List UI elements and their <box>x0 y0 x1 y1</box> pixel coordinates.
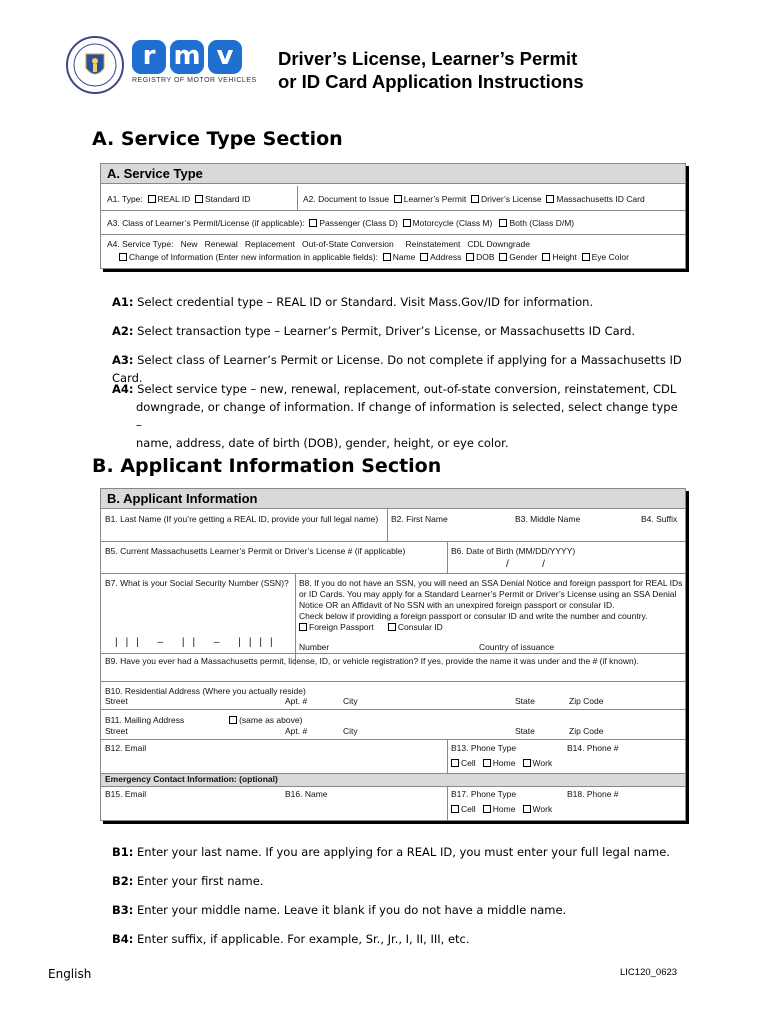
title-line-1: Driver’s License, Learner’s Permit <box>278 48 578 69</box>
checkbox <box>403 219 411 227</box>
form-b8-line-1: B8. If you do not have an SSN, you will need an SSA Denial Notice and foreign passport for REAL IDs <box>299 578 683 588</box>
checkbox <box>523 805 531 813</box>
form-a4-change-opt: Address <box>430 252 462 262</box>
divider <box>101 709 685 710</box>
form-b6: B6. Date of Birth (MM/DD/YYYY) <box>451 546 576 556</box>
checkbox <box>483 805 491 813</box>
checkbox <box>546 195 554 203</box>
instruction-b4 <box>112 930 682 948</box>
form-a2-label: A2. Document to Issue <box>303 194 389 204</box>
form-a2-opt: Driver’s License <box>481 194 542 204</box>
checkbox <box>394 195 402 203</box>
checkbox <box>471 195 479 203</box>
instruction-key: B3: <box>112 903 134 917</box>
form-b1: B1. Last Name (If you’re getting a REAL ID, provide your full legal name) <box>105 514 379 524</box>
form-b8-options <box>299 622 443 632</box>
section-b-heading: B. Applicant Information Section <box>92 455 442 477</box>
phone-type-opt: Work <box>532 758 553 768</box>
checkbox <box>499 253 507 261</box>
checkbox <box>383 253 391 261</box>
checkbox <box>229 716 237 724</box>
phone-type-opt: Home <box>492 804 516 814</box>
form-a1-opt: Standard ID <box>205 194 251 204</box>
form-b8-line-4: Check below if providing a foreign passport or consular ID and write the number and country. <box>299 611 648 621</box>
checkbox <box>451 805 459 813</box>
checkbox <box>523 759 531 767</box>
form-a1 <box>107 194 250 204</box>
form-a4-opt: Reinstatement <box>405 239 461 249</box>
divider <box>447 739 448 773</box>
checkbox <box>499 219 507 227</box>
form-a4-change-opt: DOB <box>476 252 495 262</box>
form-b9: B9. Have you ever had a Massachusetts permit, license, ID, or vehicle registration? If yes, provide the name it was under and the # (if known). <box>105 656 639 666</box>
emergency-contact-header: Emergency Contact Information: (optional) <box>101 774 685 786</box>
address-street: Street <box>105 726 128 736</box>
form-a4-opt: CDL Downgrade <box>467 239 530 249</box>
instruction-key: B4: <box>112 932 134 946</box>
form-a4-opt: New <box>180 239 198 249</box>
divider <box>101 786 685 787</box>
instruction-b3 <box>112 901 682 919</box>
form-a4-change-label: Change of Information (Enter new information in applicable fields): <box>129 252 378 262</box>
form-b10: B10. Residential Address (Where you actually reside) <box>105 686 306 696</box>
instruction-key: A1: <box>112 295 134 309</box>
form-a4-change-opt: Eye Color <box>591 252 629 262</box>
date-slashes: / / <box>506 559 545 570</box>
instruction-text: downgrade, or change of information. If change of information is selected, select change type – <box>136 400 678 432</box>
form-b12: B12. Email <box>105 743 147 753</box>
checkbox <box>466 253 474 261</box>
form-a1-label: A1. Type: <box>107 194 143 204</box>
checkbox <box>119 253 127 261</box>
form-b16: B16. Name <box>285 789 328 799</box>
service-type-form-header: A. Service Type <box>101 164 685 184</box>
form-a4-change-opt: Name <box>392 252 416 262</box>
form-a4-opt: Renewal <box>204 239 238 249</box>
divider <box>447 786 448 821</box>
form-a4-change-opt: Gender <box>509 252 538 262</box>
form-b8-opt: Consular ID <box>397 622 443 632</box>
instruction-key: A3: <box>112 353 134 367</box>
applicant-info-form-excerpt <box>100 488 686 821</box>
document-title <box>278 47 678 93</box>
form-b15: B15. Email <box>105 789 147 799</box>
phone-type-opt: Cell <box>461 758 476 768</box>
phone-type-options <box>451 758 552 768</box>
instruction-text: Enter your middle name. Leave it blank if you do not have a middle name. <box>137 903 567 917</box>
address-apt: Apt. # <box>285 696 308 706</box>
instruction-text: Select transaction type – Learner’s Permit, Driver’s License, or Massachusetts ID Card. <box>137 324 636 338</box>
checkbox <box>420 253 428 261</box>
address-state: State <box>515 726 535 736</box>
divider <box>295 573 296 665</box>
form-a3 <box>107 218 574 228</box>
address-city: City <box>343 696 358 706</box>
footer-language: English <box>48 967 92 981</box>
form-a3-opt: Both (Class D/M) <box>509 218 575 228</box>
form-b13: B13. Phone Type <box>451 743 517 753</box>
divider <box>297 186 298 210</box>
ssn-boxes: ||| – || – |||| <box>115 637 281 648</box>
form-b8-opt: Foreign Passport <box>309 622 374 632</box>
form-a3-opt: Motorcycle (Class M) <box>412 218 493 228</box>
checkbox <box>148 195 156 203</box>
title-line-2: or ID Card Application Instructions <box>278 71 584 92</box>
divider <box>101 210 685 211</box>
checkbox <box>451 759 459 767</box>
form-b11-label: B11. Mailing Address <box>105 715 185 725</box>
form-a4-label: A4. Service Type: <box>107 239 174 249</box>
phone-type-opt: Cell <box>461 804 476 814</box>
address-apt: Apt. # <box>285 726 308 736</box>
address-city: City <box>343 726 358 736</box>
form-b4: B4. Suffix <box>641 514 678 524</box>
divider <box>387 509 388 541</box>
form-b11 <box>105 715 302 725</box>
checkbox <box>299 623 307 631</box>
address-zip: Zip Code <box>569 696 604 706</box>
phone-type-opt: Work <box>532 804 553 814</box>
logo-letter-v: v <box>208 40 242 74</box>
instruction-text: Enter your first name. <box>137 874 264 888</box>
instruction-key: A2: <box>112 324 134 338</box>
form-b11-same: (same as above) <box>239 715 303 725</box>
form-b17: B17. Phone Type <box>451 789 517 799</box>
form-b2: B2. First Name <box>391 514 448 524</box>
massachusetts-seal-icon <box>66 36 124 94</box>
form-b8-number: Number <box>299 642 330 652</box>
form-a3-label: A3. Class of Learner’s Permit/License (if applicable): <box>107 218 305 228</box>
instruction-text: Select credential type – REAL ID or Standard. Visit Mass.Gov/ID for information. <box>137 295 594 309</box>
divider <box>101 573 685 574</box>
instruction-text: Select class of Learner’s Permit or License. Do not complete if applying for a Massachusetts ID Card. <box>112 353 682 385</box>
address-zip: Zip Code <box>569 726 604 736</box>
form-a4-opt: Out-of-State Conversion <box>302 239 394 249</box>
instruction-text: name, address, date of birth (DOB), gender, height, or eye color. <box>136 436 509 450</box>
instruction-a1 <box>112 293 682 311</box>
instruction-text: Select service type – new, renewal, replacement, out-of-state conversion, reinstatement, CDL <box>137 382 677 396</box>
applicant-info-form-header: B. Applicant Information <box>101 489 685 509</box>
form-b7: B7. What is your Social Security Number (SSN)? <box>105 578 289 588</box>
form-b5: B5. Current Massachusetts Learner’s Permit or Driver’s License # (if applicable) <box>105 546 406 556</box>
section-a-heading: A. Service Type Section <box>92 128 343 150</box>
divider <box>101 653 685 654</box>
checkbox <box>195 195 203 203</box>
emergency-phone-type-options <box>451 804 552 814</box>
form-a2-opt: Massachusetts ID Card <box>556 194 645 204</box>
form-a4-opt: Replacement <box>244 239 295 249</box>
instruction-b2 <box>112 872 682 890</box>
phone-type-opt: Home <box>492 758 516 768</box>
form-a4-change <box>119 252 629 262</box>
logo-letter-r: r <box>132 40 166 74</box>
rmv-logo <box>132 40 257 90</box>
instruction-text: Enter your last name. If you are applying for a REAL ID, you must enter your full legal name. <box>137 845 670 859</box>
form-b18: B18. Phone # <box>567 789 619 799</box>
form-a2 <box>303 194 645 204</box>
form-b14: B14. Phone # <box>567 743 619 753</box>
checkbox <box>483 759 491 767</box>
form-a1-opt: REAL ID <box>157 194 191 204</box>
checkbox <box>309 219 317 227</box>
form-b3: B3. Middle Name <box>515 514 581 524</box>
checkbox <box>542 253 550 261</box>
service-type-form-excerpt <box>100 163 686 269</box>
address-street: Street <box>105 696 128 706</box>
divider <box>101 541 685 542</box>
divider <box>101 739 685 740</box>
checkbox <box>388 623 396 631</box>
instruction-text: Enter suffix, if applicable. For example, Sr., Jr., I, II, III, etc. <box>137 932 470 946</box>
divider <box>101 681 685 682</box>
instruction-b1 <box>112 843 682 861</box>
divider <box>101 234 685 235</box>
instruction-key: B2: <box>112 874 134 888</box>
logo-letter-m: m <box>170 40 204 74</box>
form-a3-opt: Passenger (Class D) <box>319 218 398 228</box>
form-b8-country: Country of issuance <box>479 642 555 652</box>
divider <box>447 541 448 573</box>
form-a2-opt: Learner’s Permit <box>403 194 467 204</box>
logo-subtitle: REGISTRY OF MOTOR VEHICLES <box>132 77 257 84</box>
footer-form-code: LIC120_0623 <box>620 967 678 978</box>
form-b8-line-3: Notice OR an Affidavit of No SSN with an unexpired foreign passport or consular ID. <box>299 600 615 610</box>
instruction-a2 <box>112 322 682 340</box>
form-b8-line-2: or ID Cards. You may apply for a Standard Learner’s Permit or Driver’s License using an SSA Denial <box>299 589 677 599</box>
form-a4-change-opt: Height <box>552 252 577 262</box>
instruction-key: B1: <box>112 845 134 859</box>
address-state: State <box>515 696 535 706</box>
instruction-a4 <box>112 380 682 452</box>
checkbox <box>582 253 590 261</box>
form-a4 <box>107 239 530 249</box>
instruction-key: A4: <box>112 382 134 396</box>
